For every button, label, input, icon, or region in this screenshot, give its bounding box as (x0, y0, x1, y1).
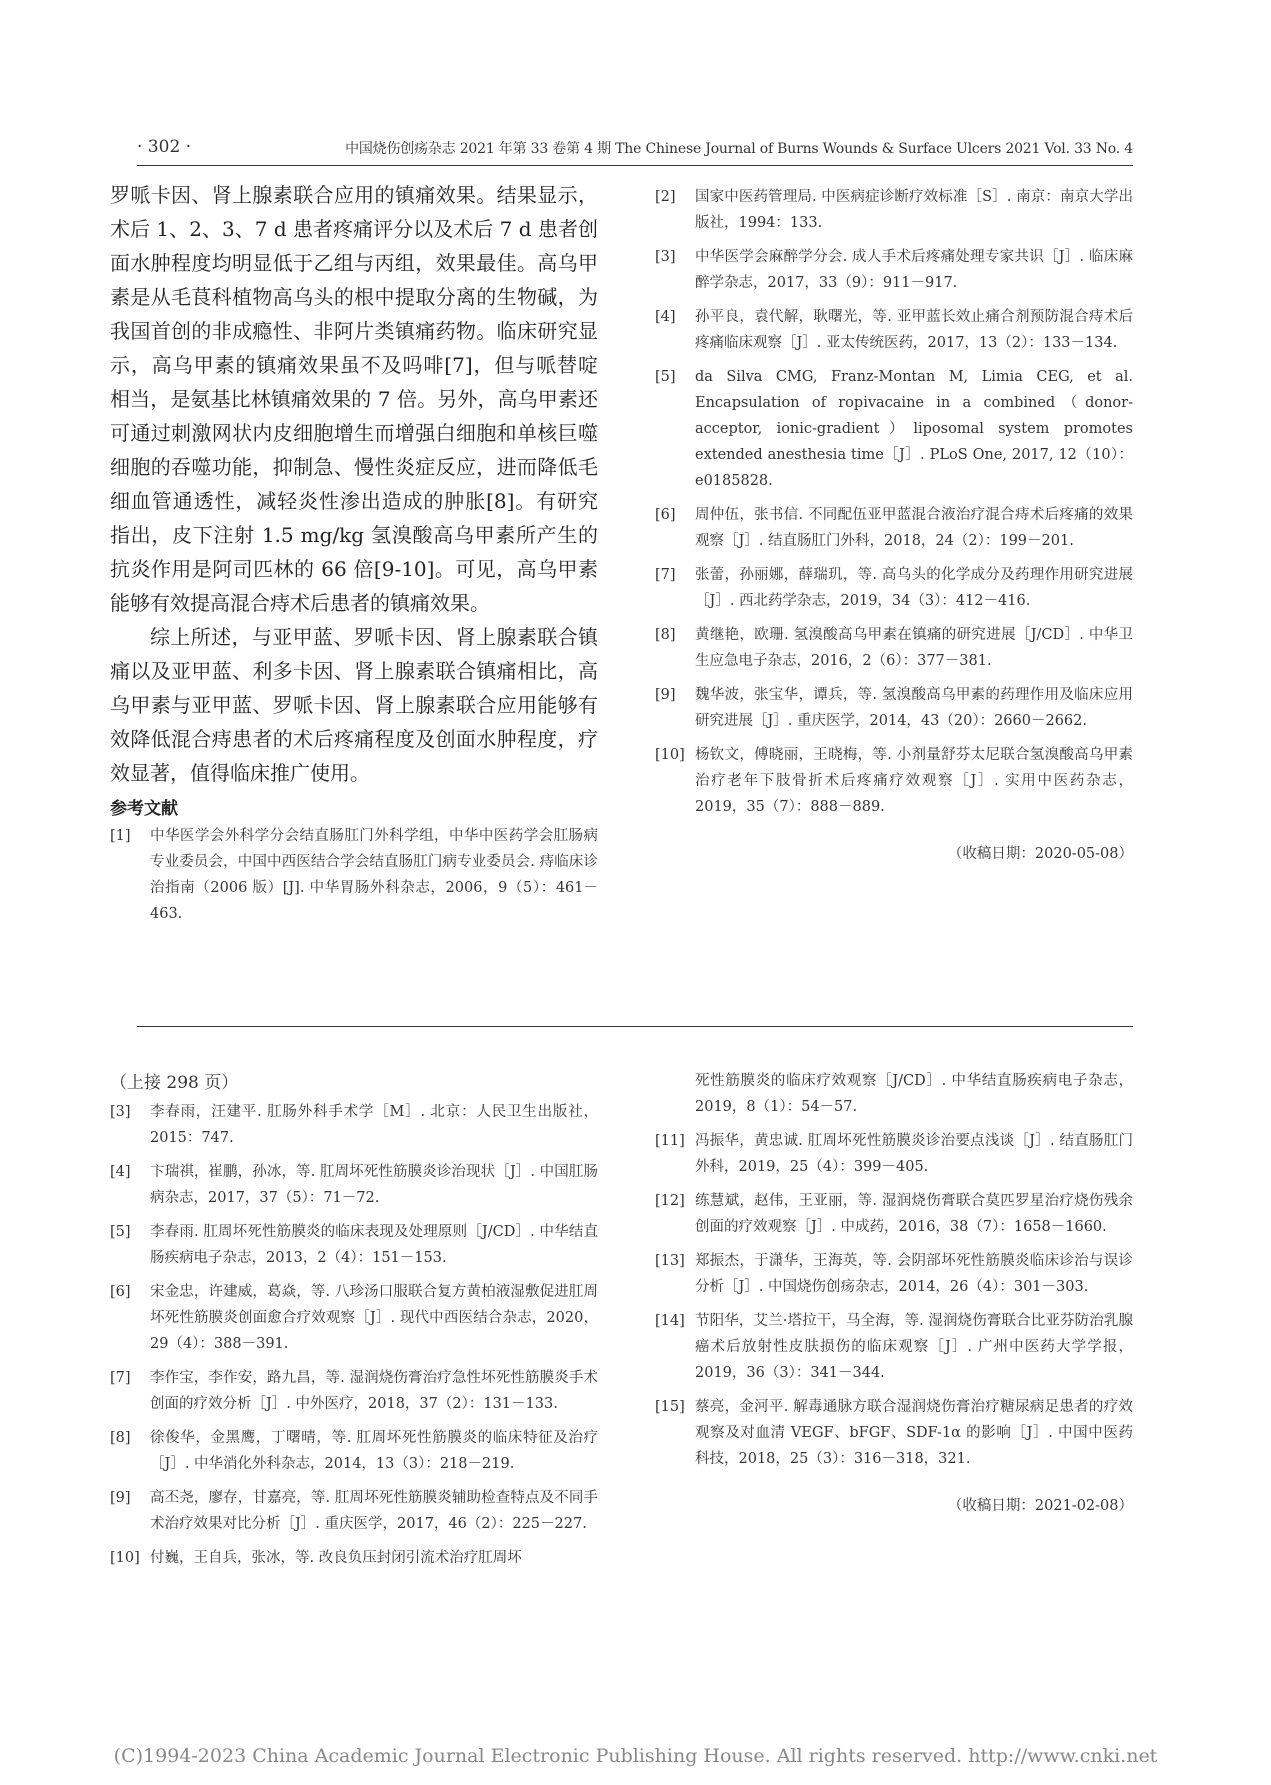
reference-item (655, 184, 1133, 236)
reference-number: [6] (110, 1284, 131, 1300)
body-paragraph: 罗哌卡因、肾上腺素联合应用的镇痛效果。结果显示，术后 1、2、3、7 d 患者疼痛评分以及术后 7 d 患者创面水肿程度均明显低于乙组与丙组，效果最佳。高乌甲素是从毛茛科植物高乌头的根中提取分离的生物碱，为我国首创的非成瘾性、非阿片类镇痛药物。临床研究显示，高乌甲素的镇痛效果虽不及吗啡[7]，但与哌替啶相当，是氨基比林镇痛效果的 7 倍。另外，高乌甲素还可通过刺激网状内皮细胞增生而增强白细胞和单核巨噬细胞的吞噬功能，抑制急、慢性炎症反应，进而降低毛细血管通透性，减轻炎性渗出造成的肿胀[8]。有研究指出，皮下注射 1.5 mg/kg 氢溴酸高乌甲素所产生的抗炎作用是阿司匹林的 66 倍[9-10]。可见，高乌甲素能够有效提高混合痔术后患者的镇痛效果。 (110, 183, 598, 615)
reference-number: [4] (655, 309, 676, 325)
reference-item (655, 682, 1133, 734)
reference-item (110, 1365, 598, 1417)
top-left-column (110, 178, 598, 935)
reference-number: [7] (655, 567, 676, 583)
reference-text: 死性筋膜炎的临床疗效观察［J/CD］. 中华结直肠疾病电子杂志，2019，8（1）：54－57. (695, 1073, 1133, 1115)
journal-title: 中国烧伤创疡杂志 2021 年第 33 卷第 4 期 The Chinese Journal of Burns Wounds & Surface Ulcers 2021 Vol. 33 No. 4 (345, 141, 1133, 157)
header-rule (137, 165, 1133, 166)
reference-number: [8] (110, 1430, 131, 1446)
reference-number: [11] (655, 1133, 685, 1149)
received-date: （收稿日期：2020-05-08） (947, 846, 1133, 862)
top-right-column (655, 184, 1133, 863)
reference-number: [9] (110, 1490, 131, 1506)
reference-text: da Silva CMG, Franz-Montan M, Limia CEG, et al. Encapsulation of ropivacaine in a combined（donor-acceptor, ionic-gradient）liposomal system promotes extended anesthesia time［J］. PLoS One, 2017, 12（10）：e0185828. (695, 369, 1133, 489)
copyright-footer: (C)1994-2023 China Academic Journal Electronic Publishing House. All rights reserved. http://www.cnki.net (113, 1745, 1158, 1767)
reference-item (655, 364, 1133, 494)
reference-text: 周仲伍，张书信. 不同配伍亚甲蓝混合液治疗混合痔术后疼痛的效果观察［J］. 结直肠肛门外科，2018，24（2）：199－201. (695, 507, 1133, 549)
reference-number: [8] (655, 627, 676, 643)
bottom-right-column (655, 1068, 1133, 1515)
reference-text: 高丕尧，廖存，甘嘉亮，等. 肛周坏死性筋膜炎辅助检查特点及不同手术治疗效果对比分析［J］. 重庆医学，2017，46（2）：225－227. (150, 1490, 598, 1532)
reference-item (655, 502, 1133, 554)
reference-number: [10] (110, 1550, 140, 1566)
reference-item (655, 1394, 1133, 1472)
reference-item (110, 1279, 598, 1357)
reference-text: 蔡亮，金河平. 解毒通脉方联合湿润烧伤膏治疗糖尿病足患者的疗效观察及对血清 VEGF、bFGF、SDF-1α 的影响［J］. 中国中医药科技，2018，25（3）：316－318，321. (695, 1399, 1133, 1467)
reference-number: [14] (655, 1313, 685, 1329)
reference-text: 中华医学会外科学分会结直肠肛门外科学组，中华中医药学会肛肠病专业委员会，中国中西医结合学会结直肠肛门病专业委员会. 痔临床诊治指南（2006 版）[J]. 中华胃肠外科杂志，2006，9（5）：461－463. (150, 828, 598, 922)
reference-text: 徐俊华，金黑鹰，丁曙晴，等. 肛周坏死性筋膜炎的临床特征及治疗［J］. 中华消化外科杂志，2014，13（3）：218－219. (150, 1430, 598, 1472)
reference-text: 宋金忠，许建威，葛焱，等. 八珍汤口服联合复方黄柏液湿敷促进肛周坏死性筋膜炎创面愈合疗效观察［J］. 现代中西医结合杂志，2020，29（4）：388－391. (150, 1284, 598, 1352)
reference-continuation (655, 1068, 1133, 1120)
reference-text: 杨钦文，傅晓丽，王晓梅，等. 小剂量舒芬太尼联合氢溴酸高乌甲素治疗老年下肢骨折术后疼痛疗效观察［J］. 实用中医药杂志，2019，35（7）：888－889. (695, 747, 1133, 815)
body-paragraph: 综上所述，与亚甲蓝、罗哌卡因、肾上腺素联合镇痛以及亚甲蓝、利多卡因、肾上腺素联合镇痛相比，高乌甲素与亚甲蓝、罗哌卡因、肾上腺素联合应用能够有效降低混合痔患者的术后疼痛程度及创面水肿程度，疗效显著，值得临床推广使用。 (110, 625, 598, 785)
reference-number: [13] (655, 1253, 685, 1269)
reference-number: [5] (110, 1224, 131, 1240)
reference-text: 练慧斌，赵伟，王亚丽，等. 湿润烧伤膏联合莫匹罗星治疗烧伤残余创面的疗效观察［J］. 中成药，2016，38（7）：1658－1660. (695, 1193, 1133, 1235)
reference-item (655, 622, 1133, 674)
reference-text: 节阳华，艾兰·塔拉干，马全海，等. 湿润烧伤膏联合比亚芬防治乳腺癌术后放射性皮肤损伤的临床观察［J］. 广州中医药大学学报，2019，36（3）：341－344. (695, 1313, 1133, 1381)
continued-from-label: （上接 298 页） (110, 1073, 239, 1093)
reference-item (655, 742, 1133, 820)
reference-text: 黄继艳，欧珊. 氢溴酸高乌甲素在镇痛的研究进展［J/CD］. 中华卫生应急电子杂志，2016，2（6）：377－381. (695, 627, 1133, 669)
reference-number: [3] (655, 249, 676, 265)
reference-number: [7] (110, 1370, 131, 1386)
reference-text: 李春雨，汪建平. 肛肠外科手术学［M］. 北京：人民卫生出版社，2015：747. (150, 1104, 598, 1146)
reference-item (655, 1308, 1133, 1386)
section-divider (137, 1026, 1133, 1027)
page-number: · 302 · (137, 137, 192, 157)
reference-item (655, 304, 1133, 356)
reference-item (655, 562, 1133, 614)
reference-number: [10] (655, 747, 685, 763)
reference-number: [9] (655, 687, 676, 703)
reference-number: [5] (655, 369, 676, 385)
reference-number: [2] (655, 189, 676, 205)
reference-text: 郑振杰，于潇华，王海英，等. 会阴部坏死性筋膜炎临床诊治与误诊分析［J］. 中国烧伤创疡杂志，2014，26（4）：301－303. (695, 1253, 1133, 1295)
reference-item (110, 1159, 598, 1211)
reference-number: [12] (655, 1193, 685, 1209)
body-text (110, 178, 598, 790)
reference-number: [1] (110, 828, 131, 844)
reference-text: 魏华波，张宝华，谭兵，等. 氢溴酸高乌甲素的药理作用及临床应用研究进展［J］. 重庆医学，2014，43（20）：2660－2662. (695, 687, 1133, 729)
reference-item (110, 1485, 598, 1537)
reference-number: [4] (110, 1164, 131, 1180)
reference-text: 张蕾，孙丽娜，薛瑞玑，等. 高乌头的化学成分及药理作用研究进展［J］. 西北药学杂志，2019，34（3）：412－416. (695, 567, 1133, 609)
reference-number: [3] (110, 1104, 131, 1120)
received-date: （收稿日期：2021-02-08） (947, 1498, 1133, 1514)
reference-number: [15] (655, 1399, 685, 1415)
reference-item (110, 1425, 598, 1477)
reference-item (110, 823, 598, 927)
reference-item (110, 1099, 598, 1151)
reference-text: 卞瑞祺，崔鹏，孙冰，等. 肛周坏死性筋膜炎诊治现状［J］. 中国肛肠病杂志，2017，37（5）：71－72. (150, 1164, 598, 1206)
reference-text: 李春雨. 肛周坏死性筋膜炎的临床表现及处理原则［J/CD］. 中华结直肠疾病电子杂志，2013，2（4）：151－153. (150, 1224, 598, 1266)
reference-text: 冯振华，黄忠诚. 肛周坏死性筋膜炎诊治要点浅谈［J］. 结直肠肛门外科，2019，25（4）：399－405. (695, 1133, 1133, 1175)
reference-item (110, 1545, 598, 1571)
reference-text: 孙平良，袁代解，耿曙光，等. 亚甲蓝长效止痛合剂预防混合痔术后疼痛临床观察［J］. 亚太传统医药，2017，13（2）：133－134. (695, 309, 1133, 351)
running-header (137, 137, 1133, 161)
reference-item (655, 244, 1133, 296)
reference-text: 李作宝，李作安，路九昌，等. 湿润烧伤膏治疗急性坏死性筋膜炎手术创面的疗效分析［J］. 中外医疗，2018，37（2）：131－133. (150, 1370, 598, 1412)
reference-item (655, 1188, 1133, 1240)
bottom-left-column (110, 1068, 598, 1579)
reference-item (110, 1219, 598, 1271)
reference-text: 国家中医药管理局. 中医病症诊断疗效标准［S］. 南京：南京大学出版社，1994：133. (695, 189, 1133, 231)
reference-number: [6] (655, 507, 676, 523)
reference-item (655, 1248, 1133, 1300)
reference-item (655, 1128, 1133, 1180)
reference-text: 付巍，王自兵，张冰，等. 改良负压封闭引流术治疗肛周坏 (150, 1550, 522, 1566)
references-heading: 参考文献 (110, 799, 178, 819)
reference-text: 中华医学会麻醉学分会. 成人手术后疼痛处理专家共识［J］. 临床麻醉学杂志，2017，33（9）：911－917. (695, 249, 1133, 291)
